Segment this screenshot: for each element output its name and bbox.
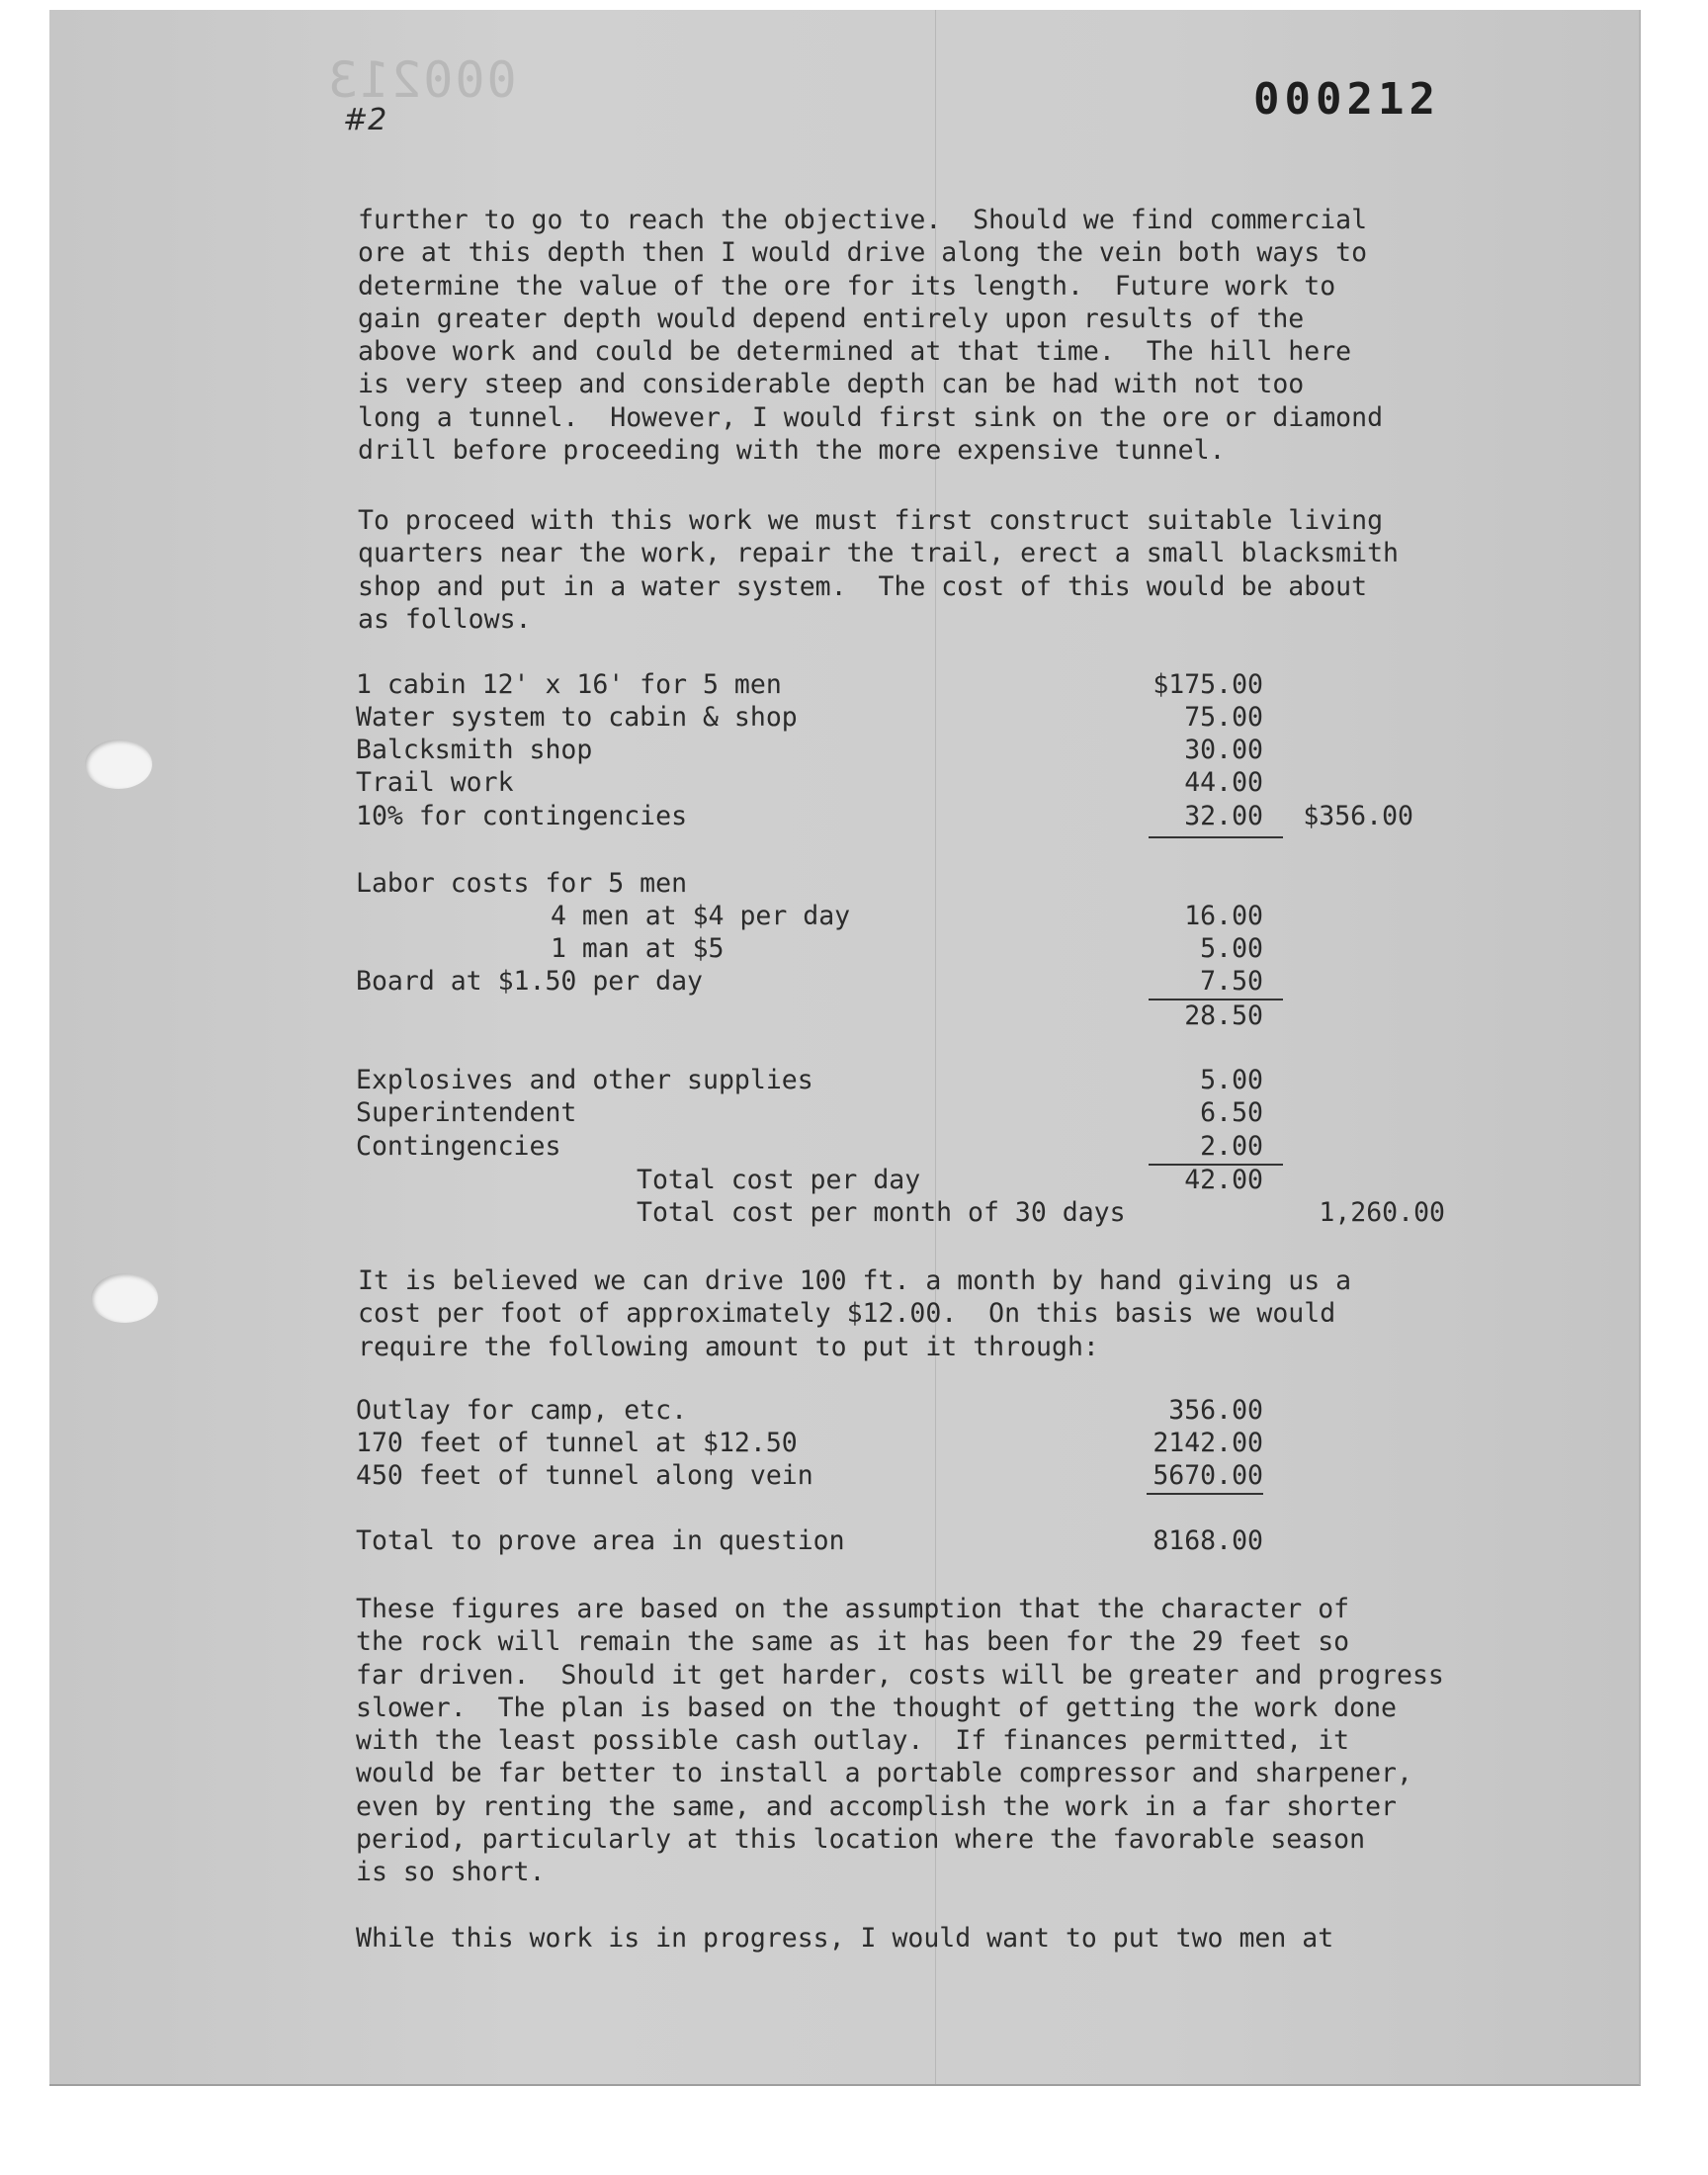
labor-row-label: 1 man at $5 [551, 933, 725, 964]
paragraph-drive-rate: It is believed we can drive 100 ft. a month by hand giving us a cost per foot of approximately $12.00. On this basis we would require the following amount to put it through: [358, 1265, 1352, 1362]
document-number: 000212 [1253, 74, 1440, 125]
camp-row-label: 10% for contingencies [356, 801, 688, 831]
punch-hole-lower [91, 1273, 158, 1323]
totals-row-label: 450 feet of tunnel along vein [356, 1460, 813, 1491]
totals-row-amount: 356.00 [1168, 1395, 1263, 1426]
paragraph-continuation: While this work is in progress, I would want to put two men at [356, 1923, 1334, 1954]
labor-subtotal: 28.50 [1184, 1000, 1263, 1031]
daily-row-amount: 2.00 [1200, 1131, 1263, 1162]
camp-row-amount: $175.00 [1153, 669, 1263, 700]
labor-row-amount: 5.00 [1200, 933, 1263, 964]
camp-total-rule [1149, 836, 1283, 838]
paragraph-assumptions: These figures are based on the assumption that the character of the rock will remain the same as it has been for the 29 feet so far driven. Should it get harder, costs will be greater and progress slower. The plan is based on the thought of getting the work done with the least possible cash outlay. If finances permitted, it would be far better to install a portable compressor and sharpener, even by renting the same, and accomplish the work in a far shorter period, particularly at this location where the favorable season is so short. [356, 1594, 1444, 1888]
punch-hole-upper [85, 740, 152, 789]
labor-row-label: 4 men at $4 per day [551, 901, 851, 931]
page-mark: #2 [343, 103, 387, 137]
grand-total-label: Total to prove area in question [356, 1525, 845, 1556]
camp-row-amount: 44.00 [1184, 767, 1263, 798]
daily-row-amount: 5.00 [1200, 1065, 1263, 1095]
totals-row-amount: 5670.00 [1153, 1460, 1263, 1491]
camp-row-label: Water system to cabin & shop [356, 702, 798, 733]
camp-row-label: Balcksmith shop [356, 735, 593, 765]
bleed-through-stamp: 000213 [326, 51, 517, 109]
total-per-month-label: Total cost per month of 30 days [637, 1197, 1126, 1228]
daily-row-amount: 6.50 [1200, 1097, 1263, 1128]
labor-row-amount: 16.00 [1184, 901, 1263, 931]
camp-row-amount: 30.00 [1184, 735, 1263, 765]
camp-total: $356.00 [1303, 801, 1413, 831]
daily-row-label: Explosives and other supplies [356, 1065, 813, 1095]
labor-row-label: Board at $1.50 per day [356, 966, 703, 997]
total-per-day-label: Total cost per day [637, 1165, 921, 1195]
camp-row-label: Trail work [356, 767, 514, 798]
totals-row-label: Outlay for camp, etc. [356, 1395, 688, 1426]
daily-row-label: Contingencies [356, 1131, 561, 1162]
labor-row-amount: 7.50 [1200, 966, 1263, 997]
paragraph-objective: further to go to reach the objective. Should we find commercial ore at this depth then I would drive along the vein both ways to determine the value of the ore for its length. Future work to gain greater depth would depend entirely upon results of the above work and could be determined at that time. The hill here is very steep and considerable depth can be had with not too long a tunnel. However, I would first sink on the ore or diamond drill before proceeding with the more expensive tunnel. [358, 205, 1384, 467]
labor-heading: Labor costs for 5 men [356, 868, 688, 899]
camp-row-amount: 32.00 [1184, 801, 1263, 831]
totals-row-label: 170 feet of tunnel at $12.50 [356, 1428, 798, 1458]
camp-row-amount: 75.00 [1184, 702, 1263, 733]
totals-row-amount: 2142.00 [1153, 1428, 1263, 1458]
paragraph-camp-intro: To proceed with this work we must first construct suitable living quarters near the work, repair the trail, erect a small blacksmith shop and put in a water system. The cost of this would be about as follows. [358, 505, 1399, 635]
totals-rule [1147, 1493, 1263, 1495]
total-per-month: 1,260.00 [1319, 1197, 1445, 1228]
grand-total: 8168.00 [1153, 1525, 1263, 1556]
camp-row-label: 1 cabin 12' x 16' for 5 men [356, 669, 782, 700]
daily-row-label: Superintendent [356, 1097, 577, 1128]
total-per-day: 42.00 [1184, 1165, 1263, 1195]
